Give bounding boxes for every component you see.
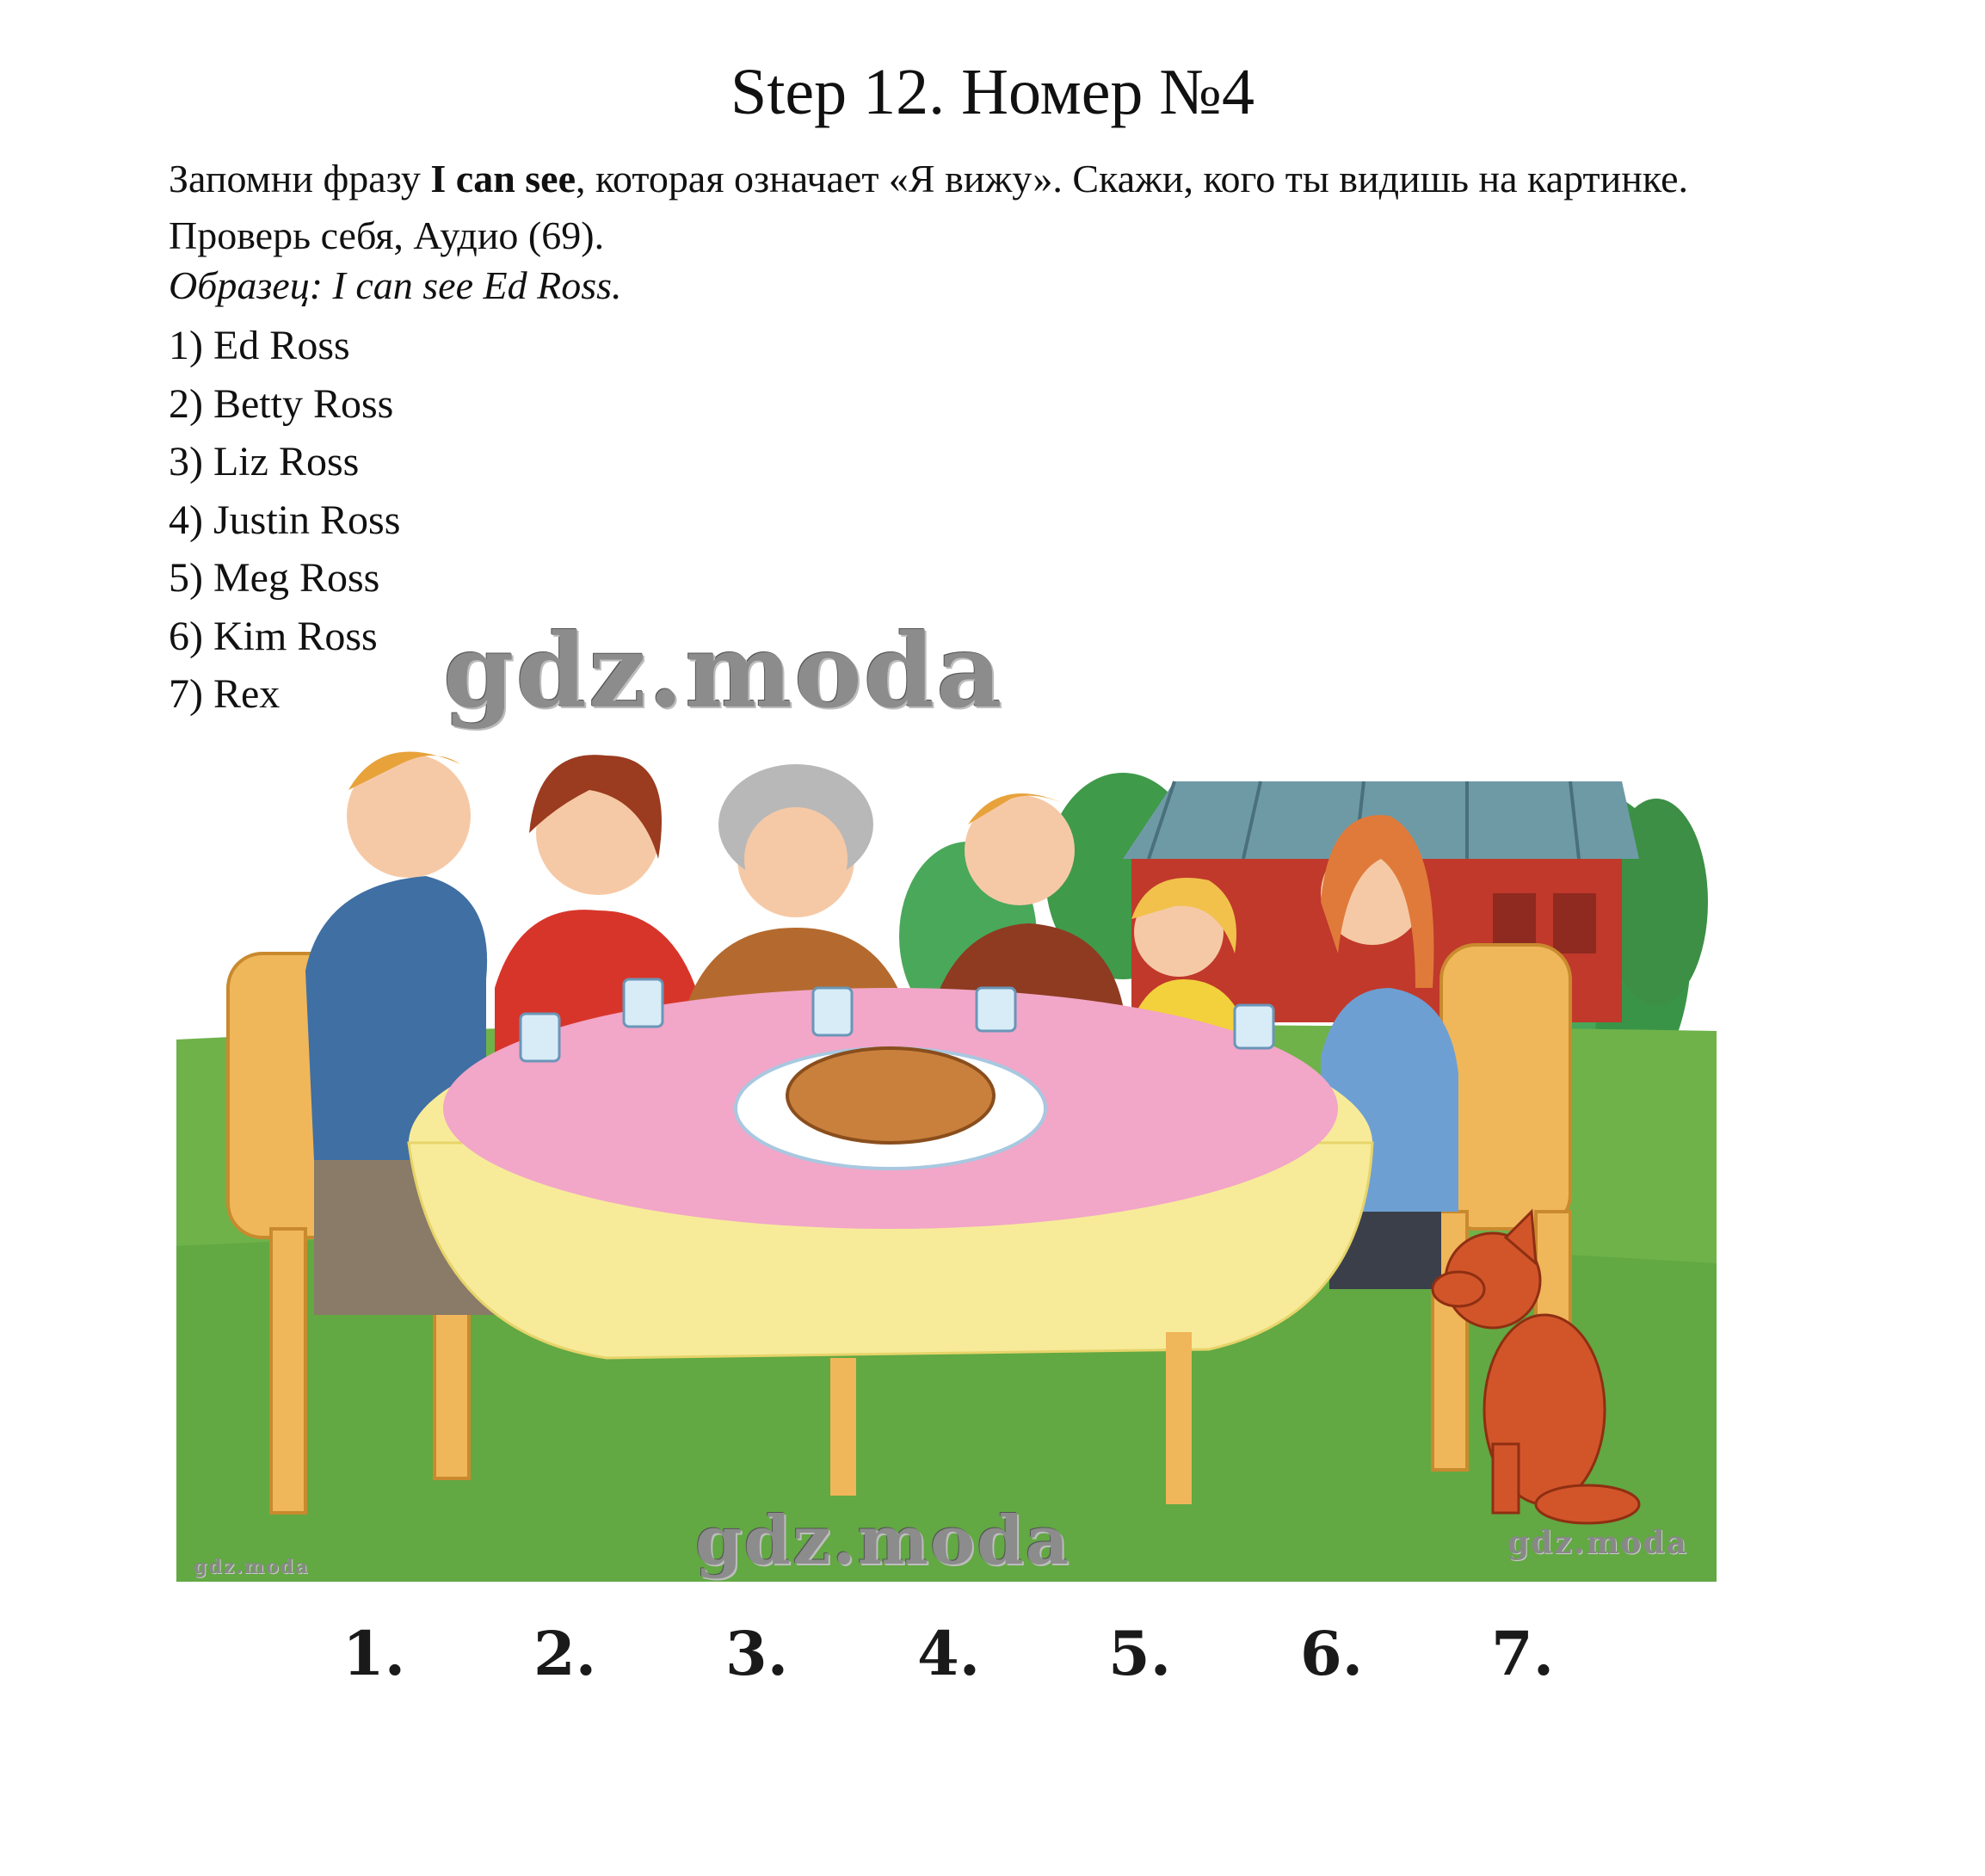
list-item: 5) Meg Ross <box>169 555 380 601</box>
instruction-phrase: I can see <box>430 157 576 201</box>
watermark: gdz.moda <box>695 1502 1071 1580</box>
picture-number: 1. <box>342 1618 406 1689</box>
picture-number: 2. <box>533 1618 597 1689</box>
list-item: 6) Kim Ross <box>169 613 378 659</box>
instruction-text <box>169 151 1803 264</box>
picture-number: 3. <box>725 1618 789 1689</box>
picture-number: 6. <box>1300 1618 1364 1689</box>
watermark: gdz.moda <box>1507 1525 1688 1561</box>
family-tea-illustration <box>176 730 1717 1582</box>
picture-numbers <box>0 1618 1985 1695</box>
list-item: 7) Rex <box>169 671 280 717</box>
watermark: gdz.moda <box>443 611 1004 731</box>
list-item: 1) Ed Ross <box>169 323 350 368</box>
names-list <box>169 317 400 724</box>
instruction-part1: Запомни фразу <box>169 157 431 201</box>
list-item: 4) Justin Ross <box>169 497 401 543</box>
watermark: gdz.moda <box>194 1556 310 1578</box>
picture-number: 5. <box>1108 1618 1172 1689</box>
page-title: Step 12. Номер №4 <box>731 56 1254 128</box>
instruction-part2: , которая означает «Я вижу». Скажи, кого ты видишь на картинке. Проверь себя, Аудио (69). <box>169 157 1688 257</box>
picture-number: 4. <box>917 1618 981 1689</box>
picture-number: 7. <box>1491 1618 1555 1689</box>
sample-text: Образец: I can see Ed Ross. <box>169 263 622 307</box>
list-item: 3) Liz Ross <box>169 439 360 484</box>
list-item: 2) Betty Ross <box>169 380 394 427</box>
